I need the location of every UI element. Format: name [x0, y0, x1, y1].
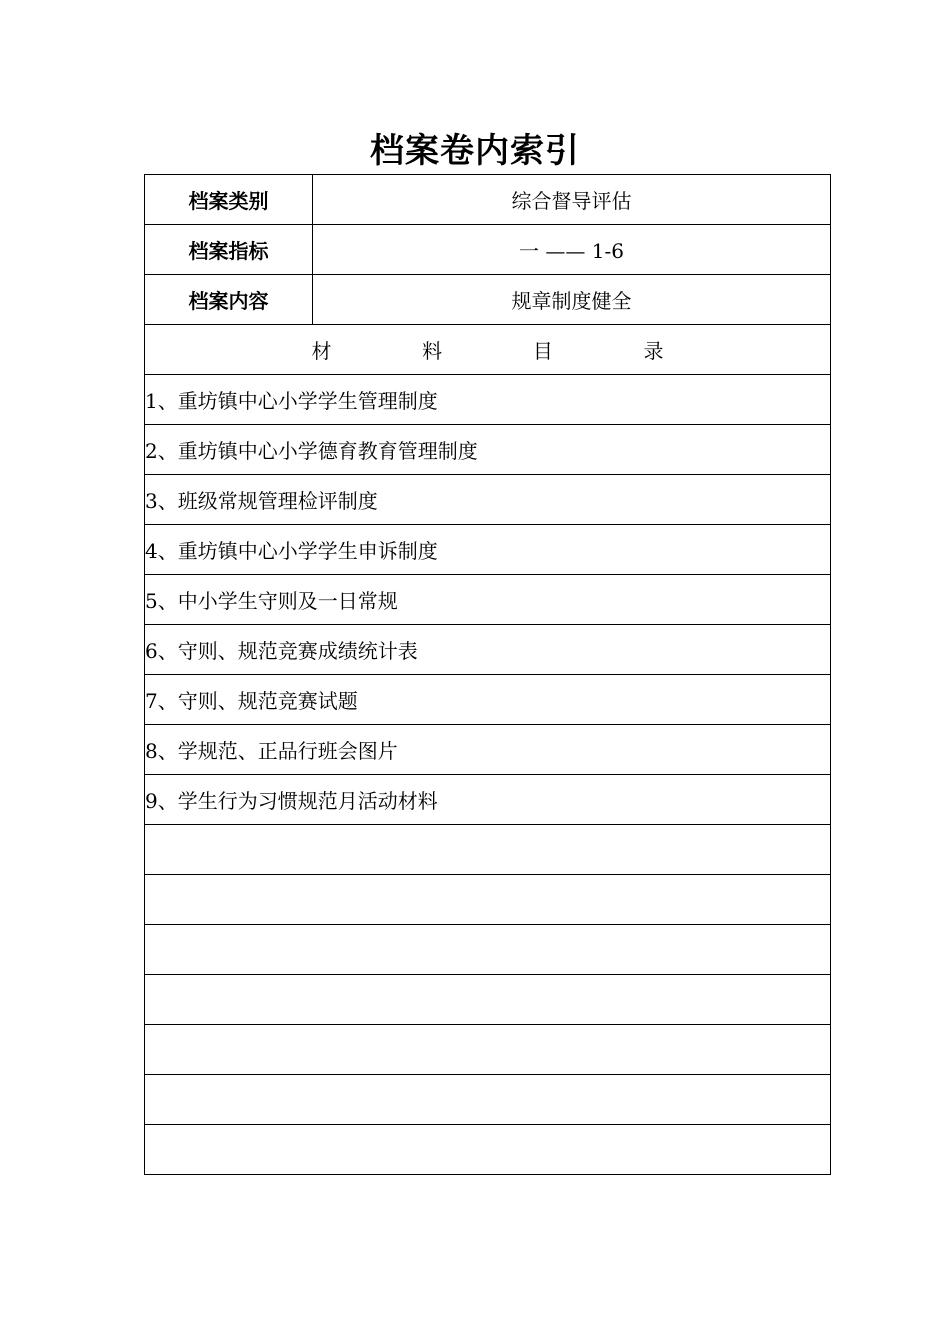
material-row	[145, 425, 831, 475]
material-row	[145, 475, 831, 525]
materials-header-char: 录	[643, 339, 664, 363]
material-row	[145, 675, 831, 725]
material-item: 6、守则、规范竞赛成绩统计表	[145, 625, 831, 675]
material-row	[145, 925, 831, 975]
material-item: 9、学生行为习惯规范月活动材料	[145, 775, 831, 825]
info-row-category	[145, 175, 831, 225]
material-row	[145, 875, 831, 925]
archive-index-table	[144, 174, 831, 1175]
material-item: 7、守则、规范竞赛试题	[145, 675, 831, 725]
material-item: 8、学规范、正品行班会图片	[145, 725, 831, 775]
material-row	[145, 625, 831, 675]
material-row	[145, 825, 831, 875]
content-value: 规章制度健全	[313, 275, 831, 325]
materials-header-char: 目	[532, 339, 553, 363]
indicator-value: 一 —— 1-6	[313, 225, 831, 275]
material-row	[145, 575, 831, 625]
material-row	[145, 1125, 831, 1175]
material-item	[145, 975, 831, 1025]
material-item	[145, 1125, 831, 1175]
info-row-content	[145, 275, 831, 325]
materials-list	[145, 375, 831, 1175]
category-label: 档案类别	[145, 175, 313, 225]
indicator-label: 档案指标	[145, 225, 313, 275]
material-item: 4、重坊镇中心小学学生申诉制度	[145, 525, 831, 575]
material-row	[145, 1025, 831, 1075]
materials-header	[145, 325, 831, 375]
material-row	[145, 375, 831, 425]
content-label: 档案内容	[145, 275, 313, 325]
category-value: 综合督导评估	[313, 175, 831, 225]
materials-header-char: 料	[422, 339, 443, 363]
material-row	[145, 1075, 831, 1125]
materials-header-row	[145, 325, 831, 375]
material-item: 2、重坊镇中心小学德育教育管理制度	[145, 425, 831, 475]
material-item	[145, 825, 831, 875]
material-item: 3、班级常规管理检评制度	[145, 475, 831, 525]
material-item	[145, 875, 831, 925]
materials-header-text	[312, 335, 664, 364]
material-row	[145, 525, 831, 575]
material-item	[145, 1025, 831, 1075]
page-title: 档案卷内索引	[370, 131, 580, 171]
info-row-indicator	[145, 225, 831, 275]
material-row	[145, 775, 831, 825]
material-item: 5、中小学生守则及一日常规	[145, 575, 831, 625]
material-item: 1、重坊镇中心小学学生管理制度	[145, 375, 831, 425]
material-item	[145, 1075, 831, 1125]
material-row	[145, 725, 831, 775]
material-row	[145, 975, 831, 1025]
materials-header-char: 材	[311, 339, 332, 363]
material-item	[145, 925, 831, 975]
